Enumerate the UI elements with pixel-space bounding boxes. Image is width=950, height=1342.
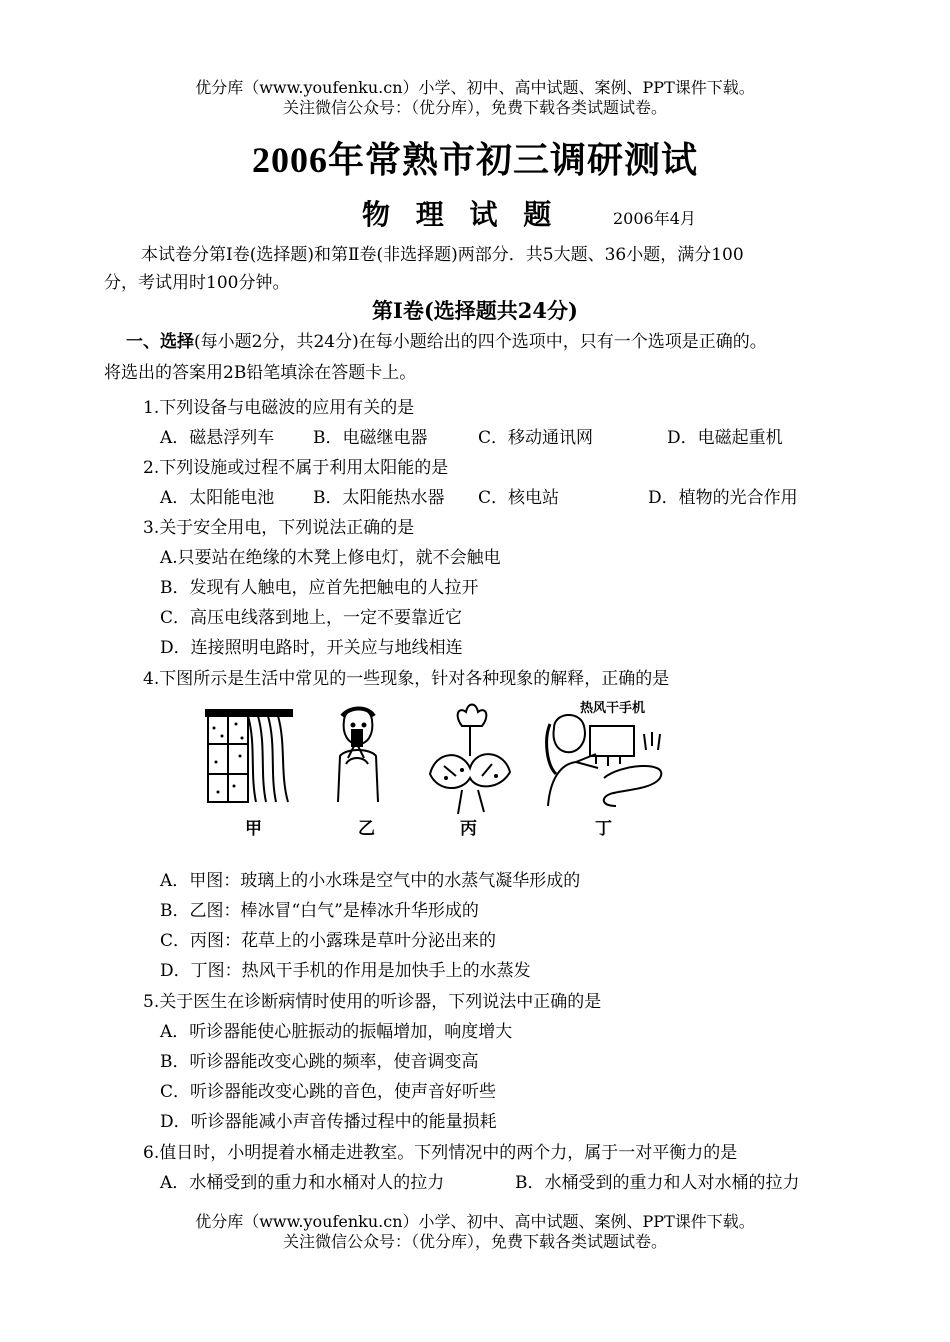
q1-option-d: D．电磁起重机 <box>667 428 783 448</box>
exam-date: 2006年4月 <box>613 209 696 228</box>
part-instructions <box>126 327 767 357</box>
q3-option-c: C．高压电线落到地上，一定不要靠近它 <box>160 608 463 628</box>
part-instructions-text: (每小题2分，共24分)在每小题给出的四个选项中，只有一个选项是正确的。 <box>194 332 767 352</box>
q5-option-a: A．听诊器能使心脏振动的振幅增加，响度增大 <box>160 1022 513 1042</box>
part-heading: 一、选择 <box>126 332 194 352</box>
q4-option-b: B．乙图：棒冰冒“白气”是棒冰升华形成的 <box>160 901 479 921</box>
hand-dryer-illustration <box>547 715 662 806</box>
page-title: 2006年常熟市初三调研测试 <box>251 140 698 180</box>
q2-stem: 2.下列设施或过程不属于利用太阳能的是 <box>143 458 449 478</box>
q6-option-a: A．水桶受到的重力和水桶对人的拉力 <box>160 1173 445 1193</box>
q5-stem: 5.关于医生在诊断病情时使用的听诊器，下列说法中正确的是 <box>143 992 602 1012</box>
q2-option-b: B．太阳能热水器 <box>313 488 445 508</box>
q3-option-b: B．发现有人触电，应首先把触电的人拉开 <box>160 578 479 598</box>
figure-caption-bing: 丙 <box>460 819 477 839</box>
flower-illustration <box>430 705 510 815</box>
q6-option-b: B．水桶受到的重力和人对水桶的拉力 <box>515 1173 800 1193</box>
q1-option-b: B．电磁继电器 <box>313 428 428 448</box>
q3-option-d: D．连接照明电路时，开关应与地线相连 <box>160 638 463 658</box>
figure-caption-ding: 丁 <box>595 819 612 839</box>
q4-stem: 4.下图所示是生活中常见的一些现象，针对各种现象的解释，正确的是 <box>143 669 670 689</box>
q2-option-d: D．植物的光合作用 <box>648 488 798 508</box>
q1-option-a: A．磁悬浮列车 <box>160 428 275 448</box>
q6-stem: 6.值日时，小明提着水桶走进教室。下列情况中的两个力，属于一对平衡力的是 <box>143 1143 738 1163</box>
q4-option-a: A．甲图：玻璃上的小水珠是空气中的水蒸气凝华形成的 <box>160 871 581 891</box>
q5-option-b: B．听诊器能改变心跳的频率，使音调变高 <box>160 1052 479 1072</box>
boy-illustration <box>338 708 378 802</box>
part-instructions-line-2: 将选出的答案用2B铅笔填涂在答题卡上。 <box>104 363 417 383</box>
q3-option-a: A.只要站在绝缘的木凳上修电灯，就不会触电 <box>160 548 501 568</box>
footer-line-1: 优分库（www.youfenku.cn）小学、初中、高中试题、案例、PPT课件下载。 <box>195 1212 755 1231</box>
q2-option-c: C．核电站 <box>478 488 560 508</box>
footer-line-2: 关注微信公众号：（优分库），免费下载各类试题试卷。 <box>282 1232 667 1251</box>
q2-option-a: A．太阳能电池 <box>160 488 275 508</box>
header-line-2: 关注微信公众号：（优分库），免费下载各类试题试卷。 <box>282 98 667 117</box>
window-illustration <box>206 710 292 802</box>
figure-caption-jia: 甲 <box>245 819 262 839</box>
section-heading: 第Ⅰ卷(选择题共24分) <box>372 298 578 323</box>
intro-line-1: 本试卷分第Ⅰ卷(选择题)和第Ⅱ卷(非选择题)两部分．共5大题、36小题，满分100 <box>141 245 744 265</box>
q1-option-c: C．移动通讯网 <box>478 428 594 448</box>
q5-option-c: C．听诊器能改变心跳的音色，使声音好听些 <box>160 1082 497 1102</box>
q4-figure <box>200 694 680 844</box>
header-line-1: 优分库（www.youfenku.cn）小学、初中、高中试题、案例、PPT课件下载。 <box>195 78 755 97</box>
subject-title: 物 理 试 题 <box>362 198 560 231</box>
q4-option-c: C．丙图：花草上的小露珠是草叶分泌出来的 <box>160 931 497 951</box>
q1-stem: 1.下列设备与电磁波的应用有关的是 <box>143 398 415 418</box>
intro-line-2: 分，考试用时100分钟。 <box>104 273 290 293</box>
q5-option-d: D．听诊器能减小声音传播过程中的能量损耗 <box>160 1112 497 1132</box>
q4-option-d: D．丁图：热风干手机的作用是加快手上的水蒸发 <box>160 961 531 981</box>
hand-dryer-label: 热风干手机 <box>580 700 646 715</box>
q3-stem: 3.关于安全用电，下列说法正确的是 <box>143 518 415 538</box>
figure-caption-yi: 乙 <box>358 819 375 839</box>
